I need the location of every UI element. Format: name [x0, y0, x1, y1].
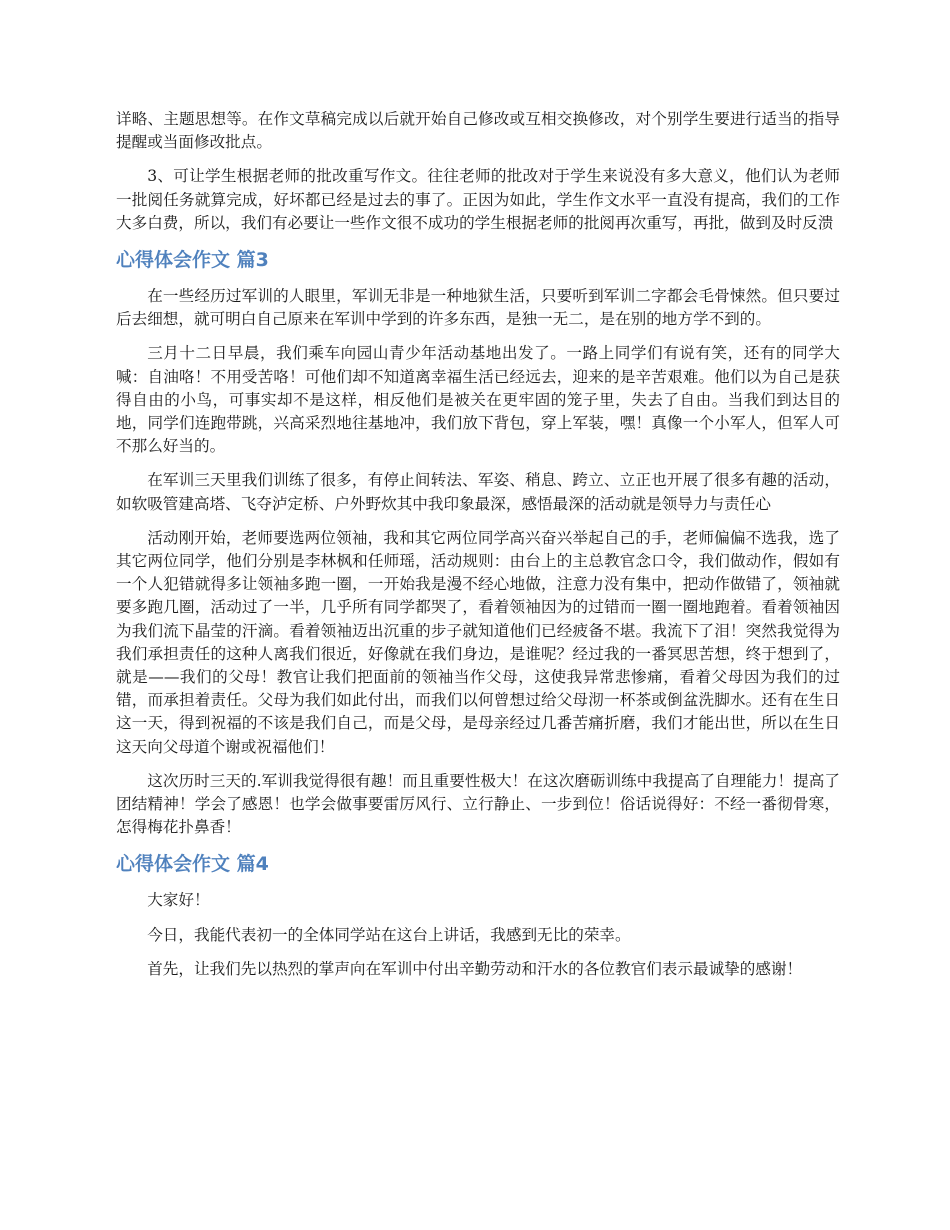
paragraph: 这次历时三天的.军训我觉得很有趣！而且重要性极大！在这次磨砺训练中我提高了自理能力！提高了团结精神！学会了感恩！也学会做事要雷厉风行、立行静止、一步到位！俗话说得好：不经一番彻骨寒，怎得梅花扑鼻香！: [116, 771, 840, 837]
document-body: [116, 108, 840, 992]
paragraph: 活动刚开始，老师要选两位领袖，我和其它两位同学高兴奋兴举起自己的手，老师偏偏不选我，选了其它两位同学，他们分别是李林枫和任师瑶，活动规则：由台上的主总教官念口令，我们做动作，假如有一个人犯错就得多让领袖多跑一圈，一开始我是漫不经心地做，注意力没有集中，把动作做错了，领袖就要多跑几圈，活动过了一半，几乎所有同学都哭了，看着领袖因为的过错而一圈一圈地跑着。看着领袖因为我们流下晶莹的汗滴。看着领袖迈出沉重的步子就知道他们已经疲备不堪。我流下了泪！突然我觉得为我们承担责任的这种人离我们很近，好像就在我们身边，是谁呢？经过我的一番冥思苦想，终于想到了，就是——我们的父母！教官让我们把面前的领袖当作父母，这使我异常悲惨痛，看着父母因为我们的过错，而承担着责任。父母为我们如此付出，而我们以何曾想过给父母沏一杯茶或倒盆洗脚水。还有在生日这一天，得到祝福的不该是我们自己，而是父母，是母亲经过几番苦痛折磨，我们才能出世，所以在生日这天向父母道个谢或祝福他们！: [116, 528, 840, 756]
paragraph: 今日，我能代表初一的全体同学站在这台上讲话，我感到无比的荣幸。: [147, 925, 631, 944]
section-heading: 心得体会作文 篇4: [116, 853, 269, 876]
paragraph: 在军训三天里我们训练了很多，有停止间转法、军姿、稍息、跨立、立正也开展了很多有趣的活动，如软吸管建高塔、飞夺泸定桥、户外野炊其中我印象最深，感悟最深的活动就是领导力与责任心: [116, 471, 840, 513]
section-heading: 心得体会作文 篇3: [116, 249, 269, 272]
paragraph: 在一些经历过军训的人眼里，军训无非是一种地狱生活，只要听到军训二字都会毛骨悚然。但只要过后去细想，就可明白自己原来在军训中学到的许多东西，是独一无二，是在别的地方学不到的。: [116, 287, 840, 329]
paragraph: 详略、主题思想等。在作文草稿完成以后就开始自己修改或互相交换修改，对个别学生要进行适当的指导提醒或当面修改批点。: [116, 110, 840, 152]
paragraph: 3、可让学生根据老师的批改重写作文。往往老师的批改对于学生来说没有多大意义，他们认为老师一批阅任务就算完成，好坏都已经是过去的事了。正因为如此，学生作文水平一直没有提高，我们的工作大多白费，所以，我们有必要让一些作文很不成功的学生根据老师的批阅再次重写，再批，做到及时反溃: [116, 167, 840, 232]
paragraph: 首先，让我们先以热烈的掌声向在军训中付出辛勤劳动和汗水的各位教官们表示最诚挚的感谢！: [147, 959, 803, 978]
paragraph: 大家好！: [147, 891, 210, 910]
paragraph: 三月十二日早晨，我们乘车向园山青少年活动基地出发了。一路上同学们有说有笑，还有的同学大喊：自油咯！不用受苦咯！可他们却不知道离幸福生活已经远去，迎来的是辛苦艰难。他们以为自己是获得自由的小鸟，可事实却不是这样，相反他们是被关在更牢固的笼子里，失去了自由。当我们到达目的地，同学们连跑带跳，兴高采烈地往基地冲，我们放下背包，穿上军装，嘿！真像一个小军人，但军人可不那么好当的。: [116, 344, 840, 456]
